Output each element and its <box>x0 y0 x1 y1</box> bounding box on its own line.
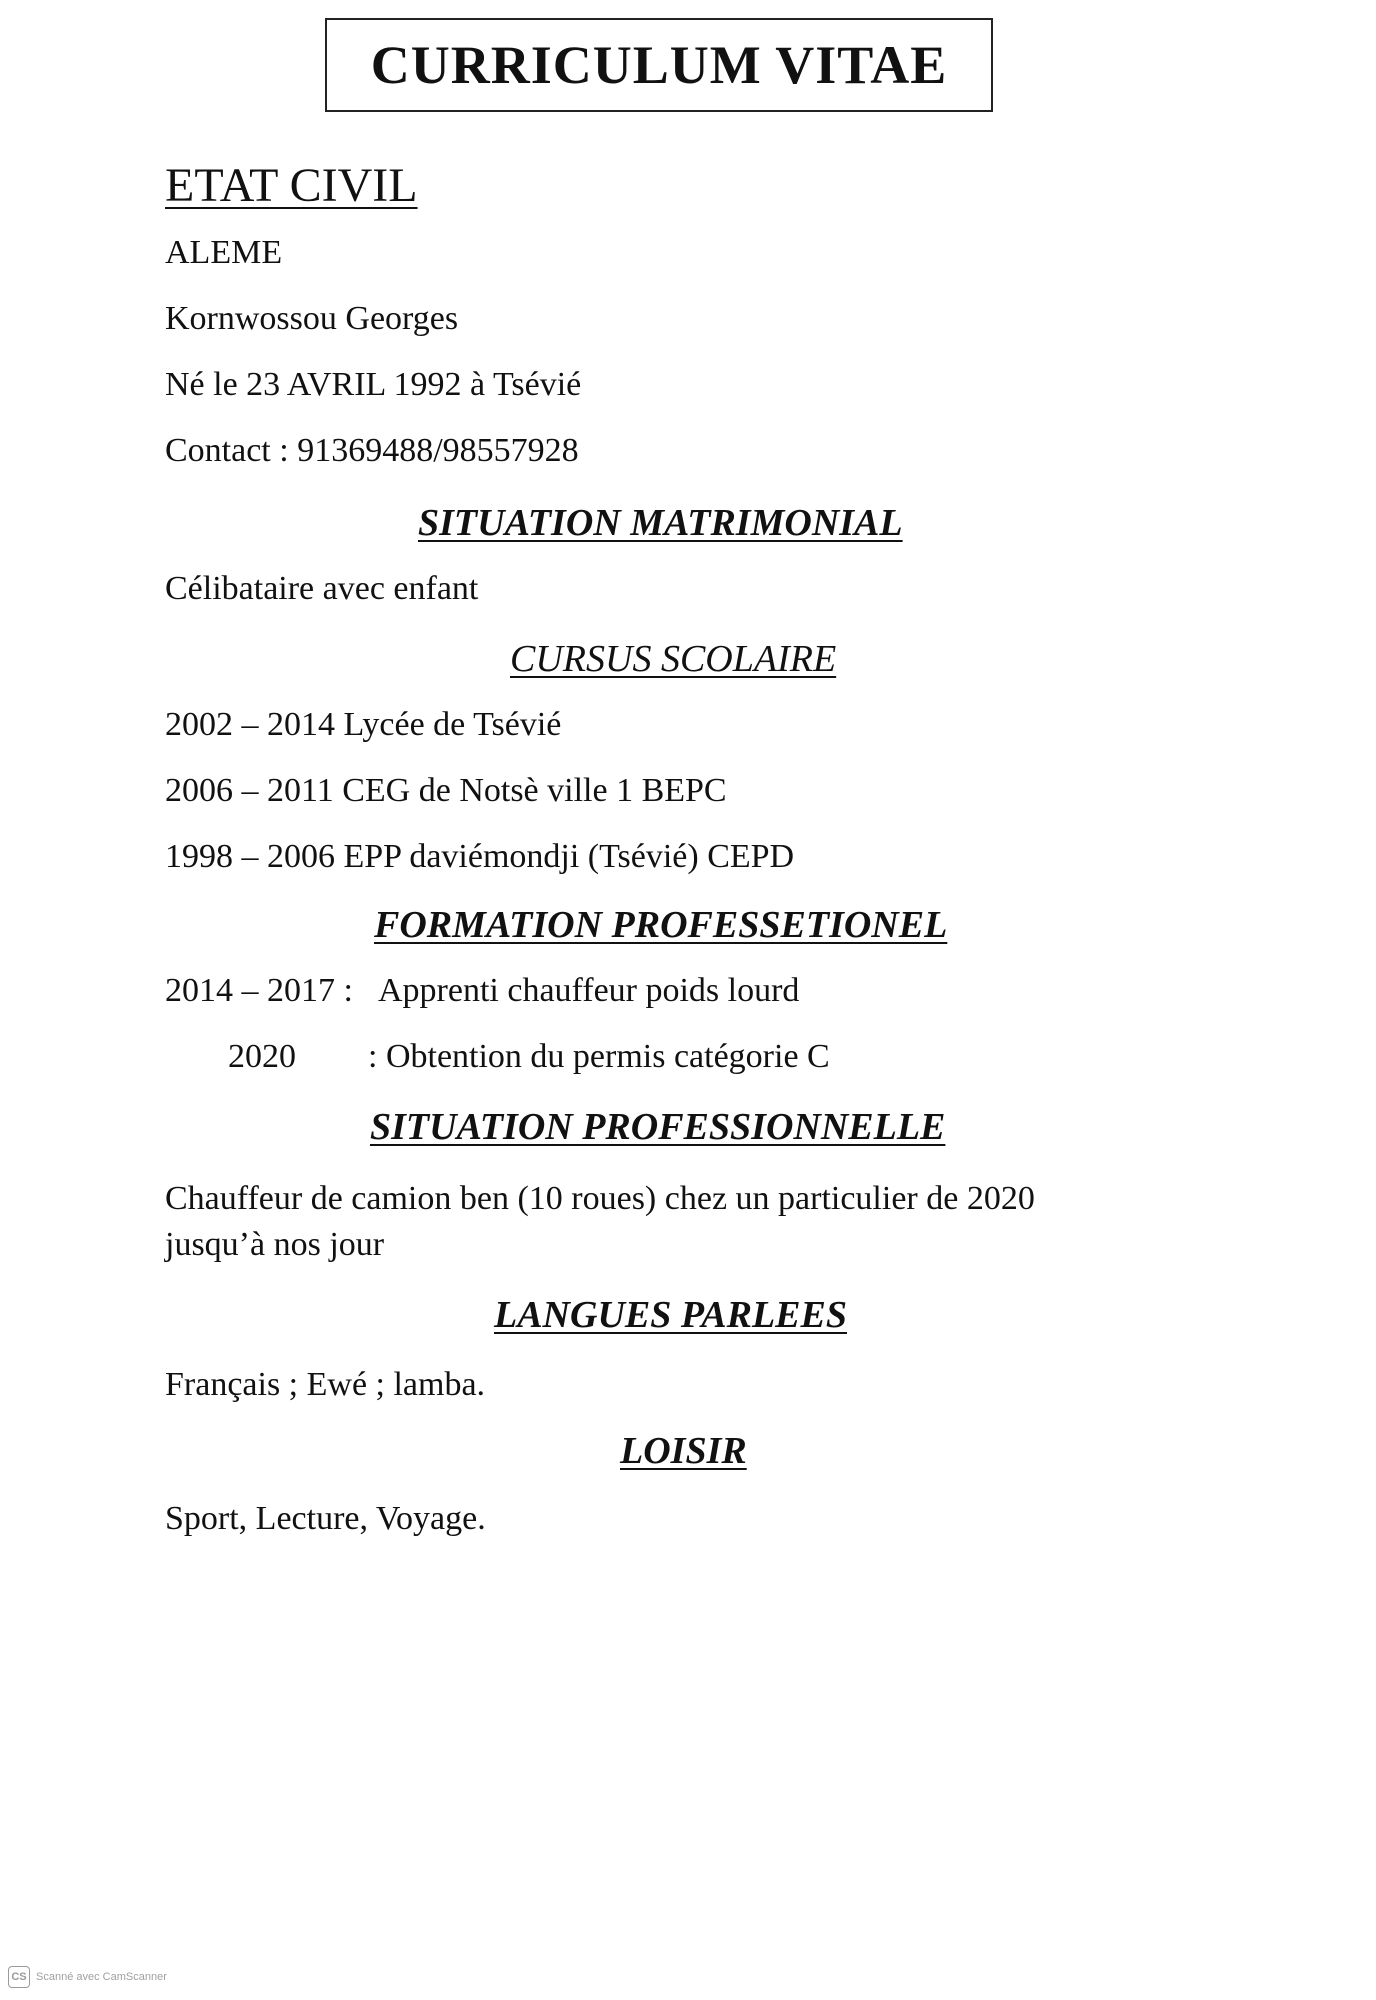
etat-civil-heading: ETAT CIVIL <box>165 159 418 212</box>
formation-heading: FORMATION PROFESSETIONEL <box>374 904 948 946</box>
languages-list: Français ; Ewé ; lamba. <box>165 1366 486 1403</box>
first-names: Kornwossou Georges <box>165 300 459 337</box>
job-description-line1: Chauffeur de camion ben (10 roues) chez un particulier de 2020 <box>165 1180 1035 1217</box>
marital-status: Célibataire avec enfant <box>165 570 479 607</box>
situation-matrimonial-heading: SITUATION MATRIMONIAL <box>418 502 903 544</box>
last-name: ALEME <box>165 234 283 271</box>
formation-description-2: : Obtention du permis catégorie C <box>368 1038 830 1075</box>
scanner-watermark <box>8 1966 167 1988</box>
birth-info: Né le 23 AVRIL 1992 à Tsévié <box>165 366 582 403</box>
school-entry-1: 2002 – 2014 Lycée de Tsévié <box>165 706 562 743</box>
job-description-line2: jusqu’à nos jour <box>165 1226 385 1263</box>
langues-heading: LANGUES PARLEES <box>494 1294 847 1336</box>
scanner-watermark-text: Scanné avec CamScanner <box>36 1971 167 1983</box>
camscanner-icon: CS <box>8 1966 30 1988</box>
situation-professionnelle-heading: SITUATION PROFESSIONNELLE <box>370 1106 946 1148</box>
document-title: CURRICULUM VITAE <box>370 35 948 95</box>
school-entry-3: 1998 – 2006 EPP daviémondji (Tsévié) CEPD <box>165 838 795 875</box>
school-entry-2: 2006 – 2011 CEG de Notsè ville 1 BEPC <box>165 772 727 809</box>
cursus-scolaire-heading: CURSUS SCOLAIRE <box>510 638 837 680</box>
hobbies-list: Sport, Lecture, Voyage. <box>165 1500 486 1537</box>
formation-period-2: 2020 <box>228 1038 296 1075</box>
loisir-heading: LOISIR <box>620 1430 747 1472</box>
formation-description-1: Apprenti chauffeur poids lourd <box>378 972 800 1009</box>
title-box <box>325 18 993 112</box>
formation-period-1: 2014 – 2017 : <box>165 972 353 1009</box>
contact-info: Contact : 91369488/98557928 <box>165 432 579 469</box>
